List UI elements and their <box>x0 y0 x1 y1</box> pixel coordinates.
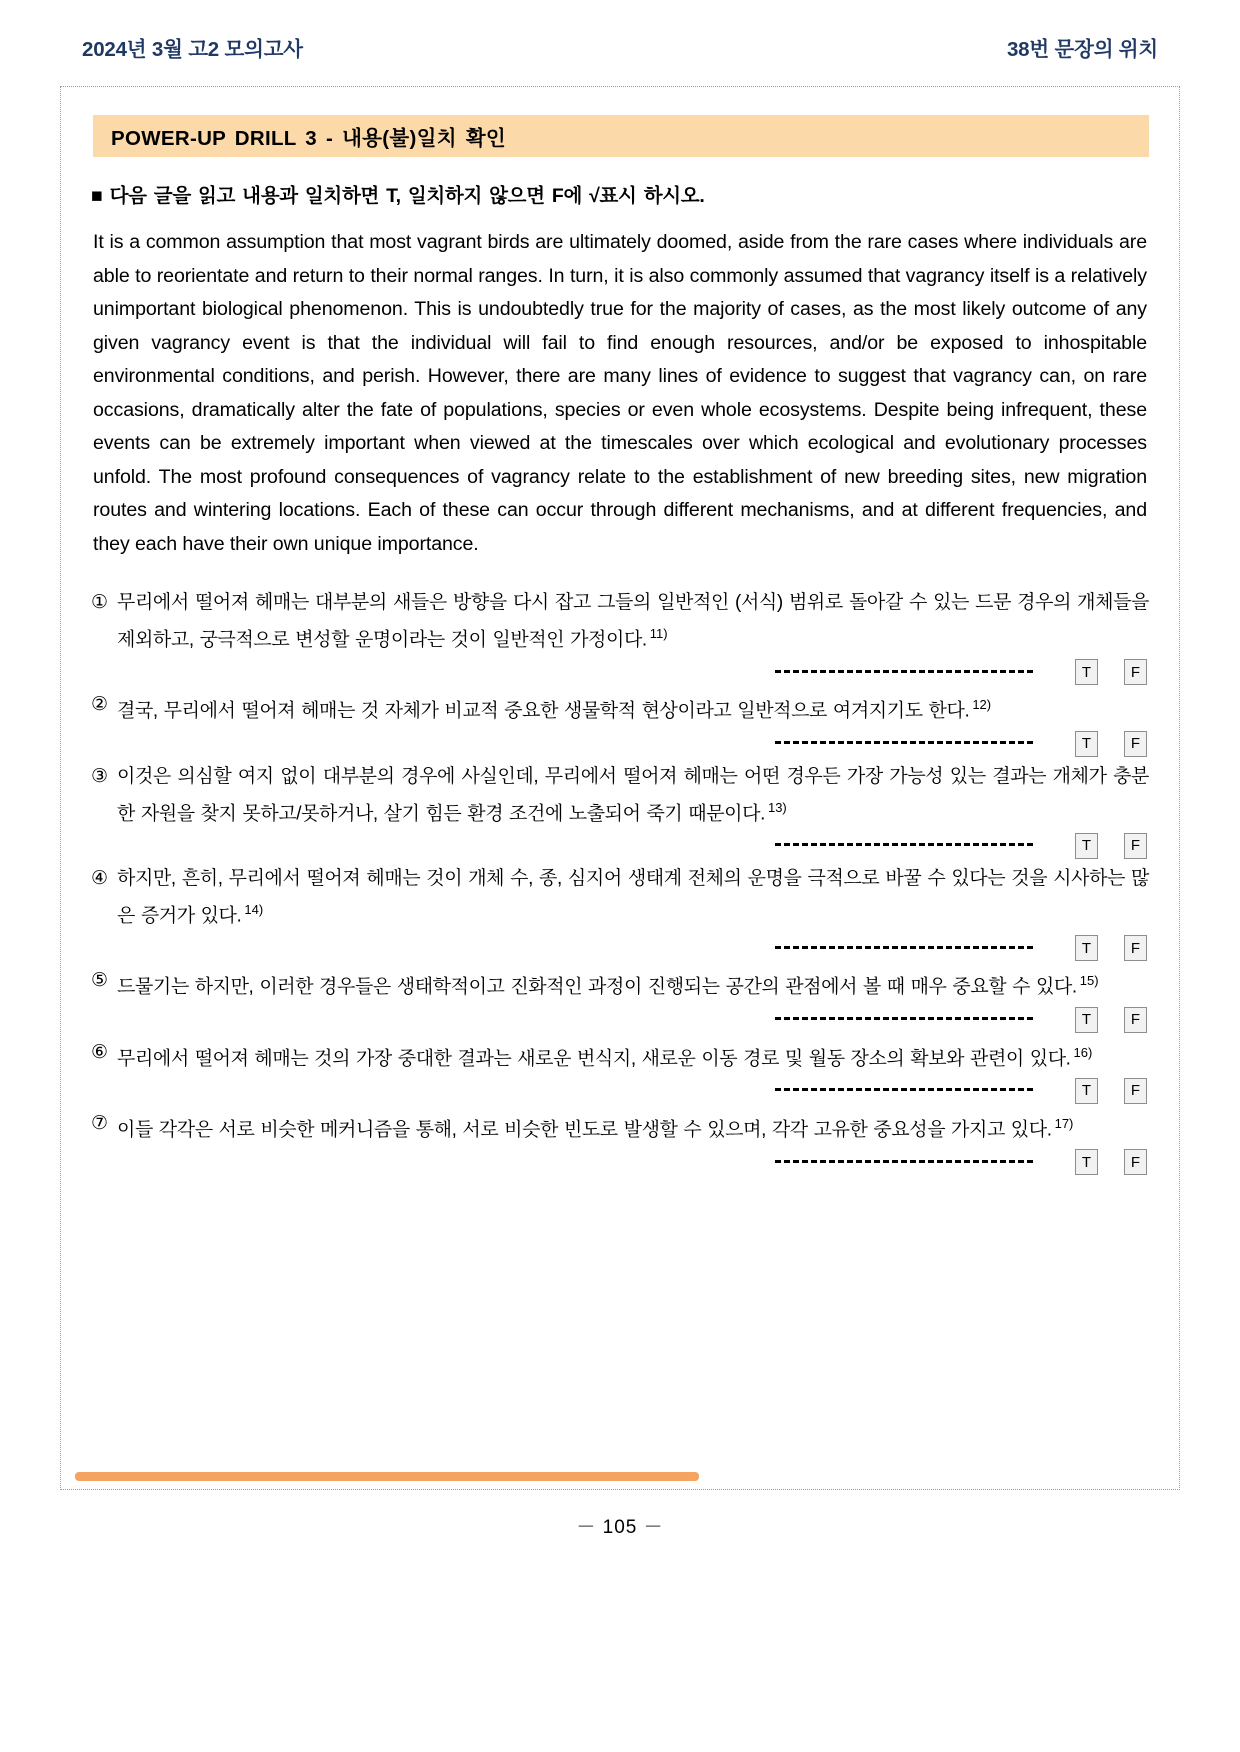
answer-box-true[interactable]: T <box>1075 659 1098 685</box>
statement-body <box>91 965 1149 1002</box>
item-marker: ⑦ <box>91 1112 108 1134</box>
answer-box-true[interactable]: T <box>1075 1149 1098 1175</box>
statement-body <box>91 761 1149 829</box>
answer-row <box>91 1076 1149 1106</box>
dashed-lead <box>775 741 1033 744</box>
list-item <box>91 587 1149 687</box>
exam-name: 2024년 3월 고2 모의고사 <box>82 38 303 61</box>
statement-body <box>91 1108 1149 1145</box>
list-item <box>91 863 1149 963</box>
footnote-ref: 13) <box>767 799 787 815</box>
answer-box-false[interactable]: F <box>1124 659 1147 685</box>
instruction-line: ■ 다음 글을 읽고 내용과 일치하면 T, 일치하지 않으면 F에 √표시 하시오. <box>91 185 705 207</box>
item-marker: ④ <box>91 867 108 889</box>
item-text: 무리에서 떨어져 헤매는 대부분의 새들은 방향을 다시 잡고 그들의 일반적인 (서식) 범위로 돌아갈 수 있는 드문 경우의 개체들을 제외하고, 궁극적으로 변성할 운명이라는 것이 일반적인 가정이다. $^{11)}$ <box>117 592 1149 651</box>
answer-box-false[interactable]: F <box>1124 731 1147 757</box>
answer-box-false[interactable]: F <box>1124 935 1147 961</box>
item-text: 무리에서 떨어져 헤매는 것의 가장 중대한 결과는 새로운 번식지, 새로운 이동 경로 및 월동 장소의 확보와 관련이 있다. $^{16)}$ <box>117 1044 1093 1069</box>
answer-box-false[interactable]: F <box>1124 1149 1147 1175</box>
list-item <box>91 1108 1149 1177</box>
statement-body <box>91 587 1149 655</box>
footnote-ref: 16) <box>1073 1044 1093 1060</box>
item-marker: ③ <box>91 765 108 787</box>
answer-row <box>91 1005 1149 1035</box>
answer-row <box>91 657 1149 687</box>
dashed-lead <box>775 1088 1033 1091</box>
statement-body <box>91 689 1149 726</box>
drill-title: POWER-UP DRILL 3 - 내용(불)일치 확인 <box>111 127 507 150</box>
footnote-ref: 14) <box>244 901 264 917</box>
answer-box-true[interactable]: T <box>1075 1078 1098 1104</box>
statement-list <box>91 587 1149 1177</box>
dashed-lead <box>775 946 1033 949</box>
item-marker: ⑤ <box>91 970 108 992</box>
footnote-ref: 17) <box>1054 1115 1074 1131</box>
answer-box-false[interactable]: F <box>1124 1078 1147 1104</box>
item-text: 드물기는 하지만, 이러한 경우들은 생태학적이고 진화적인 과정이 진행되는 공간의 관점에서 볼 때 매우 중요할 수 있다. $^{15)}$ <box>117 973 1099 998</box>
item-marker: ② <box>91 694 108 716</box>
statement-body <box>91 863 1149 931</box>
list-item <box>91 1037 1149 1106</box>
dashed-lead <box>775 670 1033 673</box>
item-marker: ① <box>91 592 108 613</box>
page-number: － 105 － <box>576 1517 664 1538</box>
statement-body <box>91 1037 1149 1074</box>
item-text: 하지만, 흔히, 무리에서 떨어져 헤매는 것이 개체 수, 종, 심지어 생태계 전체의 운명을 극적으로 바꿀 수 있다는 것을 시사하는 많은 증거가 있다. $^{14)}$ <box>117 867 1149 927</box>
answer-box-true[interactable]: T <box>1075 833 1098 859</box>
answer-box-true[interactable]: T <box>1075 731 1098 757</box>
footnote-ref: 11) <box>649 626 668 641</box>
answer-box-false[interactable]: F <box>1124 1007 1147 1033</box>
footnote-ref: 12) <box>972 697 992 713</box>
dashed-lead <box>775 843 1033 846</box>
dashed-lead <box>775 1160 1033 1163</box>
answer-row <box>91 729 1149 759</box>
list-item <box>91 761 1149 861</box>
item-text: 결국, 무리에서 떨어져 헤매는 것 자체가 비교적 중요한 생물학적 현상이라고 일반적으로 여겨지기도 한다. $^{12)}$ <box>117 697 992 722</box>
answer-row <box>91 831 1149 861</box>
list-item <box>91 965 1149 1034</box>
item-text: 이들 각각은 서로 비슷한 메커니즘을 통해, 서로 비슷한 빈도로 발생할 수 있으며, 각각 고유한 중요성을 가지고 있다. $^{17)}$ <box>117 1115 1074 1141</box>
content-frame <box>60 86 1180 1490</box>
answer-row <box>91 1147 1149 1177</box>
answer-box-true[interactable]: T <box>1075 935 1098 961</box>
list-item <box>91 689 1149 758</box>
english-passage: It is a common assumption that most vagrant birds are ultimately doomed, aside from the rare cases where individuals are able to reorientate and return to their normal ranges. In turn, it is also commonly assumed that vagrancy itself is a relatively unimportant biological phenomenon. This is undoubtedly true for the majority of cases, as the most likely outcome of any given vagrancy event is that the individual will fail to find enough resources, and/or be exposed to inhospitable environmental conditions, and perish. However, there are many lines of evidence to suggest that vagrancy can, on rare occasions, dramatically alter the fate of populations, species or even whole ecosystems. Despite being infrequent, these events can be extremely important when viewed at the timescales over which ecological and evolutionary processes unfold. The most profound consequences of vagrancy relate to the establishment of new breeding sites, new migration routes and wintering locations. Each of these can occur through different mechanisms, and at different frequencies, and they each have their own unique importance. <box>93 231 1147 555</box>
item-text: 이것은 의심할 여지 없이 대부분의 경우에 사실인데, 무리에서 떨어져 헤매는 어떤 경우든 가장 가능성 있는 결과는 개체가 충분한 자원을 찾지 못하고/못하거나, 살기 힘든 환경 조건에 노출되어 죽기 때문이다. $^{13)}$ <box>117 765 1149 824</box>
answer-box-true[interactable]: T <box>1075 1007 1098 1033</box>
running-head <box>60 0 1180 62</box>
question-topic: 38번 문장의 위치 <box>1006 38 1158 61</box>
footnote-ref: 15) <box>1079 973 1099 989</box>
bottom-accent-bar <box>75 1472 699 1481</box>
answer-row <box>91 933 1149 963</box>
item-marker: ⑥ <box>91 1041 108 1063</box>
drill-title-bar <box>93 115 1149 157</box>
answer-box-false[interactable]: F <box>1124 833 1147 859</box>
dashed-lead <box>775 1017 1033 1020</box>
